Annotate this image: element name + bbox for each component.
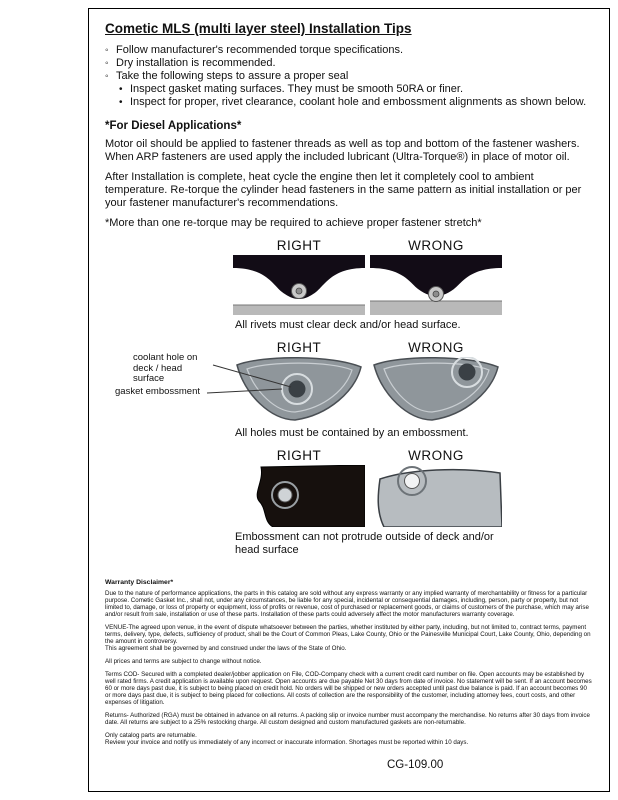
page-title: Cometic MLS (multi layer steel) Installation Tips (105, 21, 412, 36)
diagram-row-rivets (233, 238, 502, 332)
holes-caption: All holes must be contained by an embossment. (235, 427, 469, 439)
circle-bullet-icon: ◦ (105, 45, 109, 56)
diagram-labels (233, 448, 502, 463)
rivet-caption: All rivets must clear deck and/or head surface. (235, 319, 461, 331)
legal-paragraph: Terms COD- Secured with a completed dealer/jobber application on File, COD-Company check with a current credit card number on file. Open accounts may be established by well rated firms. A credit application is available upon request. Open accounts are due payable Net 30 days from date of invoice. No statement will be sent. If an account becomes 60 or more days past due, it is subject to being placed on credit hold. No orders will be shipped or new orders accepted until past due balance is paid. If an account becomes 90 or more days past due, it is subject to being placed for collections. All costs of collection are the responsibility of the customer, including attorney fees, court costs, and other expenses of litigation. (105, 671, 592, 706)
diagram-images (233, 357, 502, 423)
diagram-labels (233, 238, 502, 253)
hole-embossment-right-diagram (233, 357, 365, 423)
circle-bullet-icon: ◦ (105, 58, 109, 69)
wrong-label: WRONG (408, 448, 464, 463)
dot-bullet-icon: • (119, 84, 123, 95)
diesel-applications-heading: *For Diesel Applications* (105, 120, 242, 132)
tips-list (105, 44, 595, 109)
wrong-label: WRONG (408, 340, 464, 355)
diagram-images (233, 255, 502, 315)
diagram-section (115, 238, 502, 557)
legal-paragraph: VENUE-The agreed upon venue, in the event of dispute whatsoever between the parties, whether instituted by either party, including, but not limited to, contract terms, payment terms, delivery, type, defects, sufficiency of product, shall be the Court of Common Pleas, Lake County, Ohio or the Painesville Municipal Court, Lake County, Ohio, depending on the amount in controversy. (105, 624, 591, 645)
dot-bullet-icon: • (119, 97, 123, 108)
legal-paragraph: This agreement shall be governed by and construed under the laws of the State of Ohio. (105, 645, 347, 652)
embossment-wrong-diagram (370, 465, 502, 527)
right-label: RIGHT (276, 340, 322, 355)
coolant-hole-callout: coolant hole on deck / head surface (133, 352, 198, 384)
right-label: RIGHT (276, 448, 322, 463)
diagram-row-holes (115, 340, 502, 440)
tip-item (105, 57, 595, 70)
embossment-right-diagram (233, 465, 365, 527)
legal-paragraph: Only catalog parts are returnable. (105, 732, 197, 739)
legal-paragraph: Returns- Authorized (RGA) must be obtained in advance on all returns. A packing slip or invoice number must accompany the merchandise. No returns after 30 days from invoice date. All returns are subject to a 25% restocking charge. All custom designed and custom manufactured gaskets are non-returnable. (105, 712, 590, 726)
diesel-paragraph-2: After Installation is complete, heat cycle the engine then let it completely cool to ambient temperature. Re-torque the cylinder head fasteners in the same pattern as initial installation or per your fastener manufacturer's recommendations. (105, 171, 582, 209)
diesel-paragraph-1: Motor oil should be applied to fastener threads as well as top and bottom of the fastener washers. When ARP fasteners are used apply the included lubricant (Ultra-Torque®) in place of motor oil. (105, 138, 580, 163)
rivet-clearance-right-diagram (233, 255, 365, 315)
rivet-clearance-wrong-diagram (370, 255, 502, 315)
tip-sub-item (119, 96, 595, 109)
tip-item (105, 44, 595, 57)
page-border-frame (88, 8, 610, 792)
circle-bullet-icon: ◦ (105, 71, 109, 82)
legal-section (105, 579, 594, 746)
catalog-code: CG-109.00 (387, 759, 444, 771)
tip-text: Take the following steps to assure a proper seal (116, 70, 349, 82)
legal-paragraph: Due to the nature of performance applications, the parts in this catalog are sold without any express warranty or any implied warranty of merchantability or fitness for a particular purpose. Cometic Gasket Inc., shall not, under any circumstances, be liable for any special, incidental or consequential damages, including, person, party or property, but not limited to, damage, or loss of property or equipment, loss of profits or revenue, cost of purchased or replacement goods, or claims of customers of the purchase, which may arise and/or result from sale, installation or use of these parts. Installation of these parts could adversely affect the motor manufacturers warranty coverage. (105, 590, 589, 618)
embossment-caption: Embossment can not protrude outside of deck and/or head surface (235, 531, 494, 556)
tip-text: Follow manufacturer's recommended torque specifications. (116, 44, 404, 56)
retorque-note: *More than one re-torque may be required to achieve proper fastener stretch* (105, 217, 482, 229)
diagram-images (233, 465, 502, 527)
hole-embossment-wrong-diagram (370, 357, 502, 423)
tip-item (105, 70, 595, 83)
legal-paragraph: Review your invoice and notify us immediately of any incorrect or inaccurate information. Shortages must be reported within 10 days. (105, 739, 469, 746)
gasket-embossment-callout: gasket embossment (115, 386, 201, 397)
diagram-row-embossment (233, 448, 502, 557)
wrong-label: WRONG (408, 238, 464, 253)
tip-text: Inspect gasket mating surfaces. They must be smooth 50RA or finer. (130, 83, 464, 95)
diagram-labels (233, 340, 502, 355)
tip-text: Dry installation is recommended. (116, 57, 276, 69)
tip-sub-item (119, 83, 595, 96)
right-label: RIGHT (276, 238, 322, 253)
tip-text: Inspect for proper, rivet clearance, coolant hole and embossment alignments as shown below. (130, 96, 587, 108)
legal-paragraph: All prices and terms are subject to change without notice. (105, 658, 262, 665)
warranty-disclaimer-heading: Warranty Disclaimer* (105, 579, 174, 586)
